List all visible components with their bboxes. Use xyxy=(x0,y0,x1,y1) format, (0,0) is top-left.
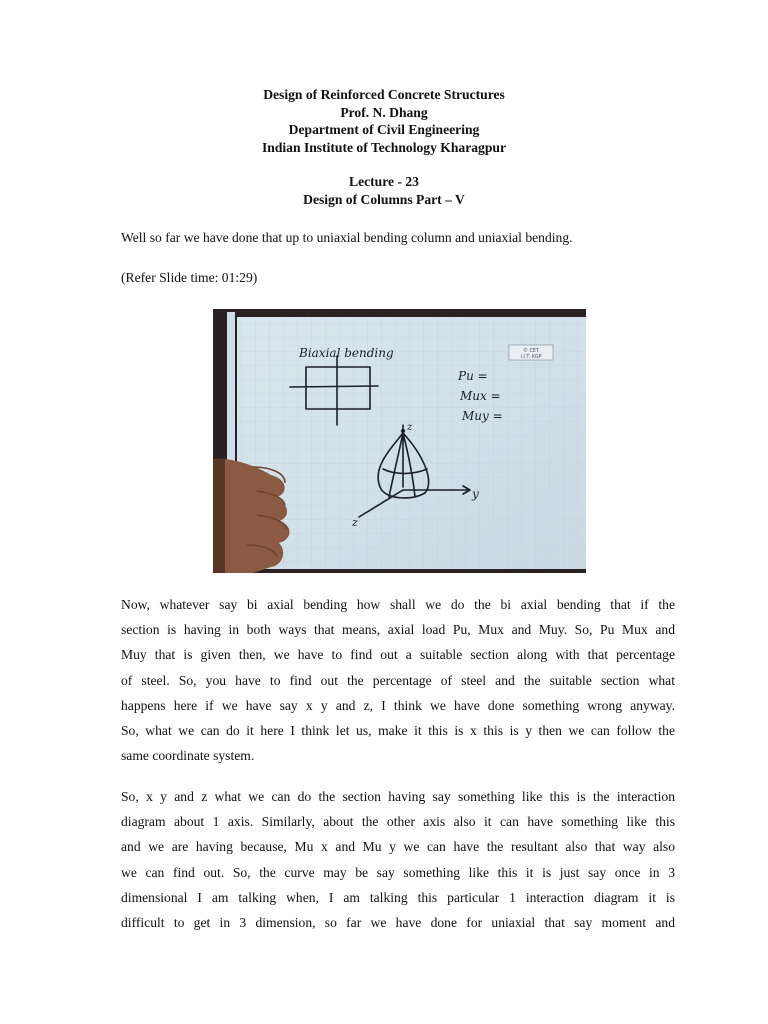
institute-name: Indian Institute of Technology Kharagpur xyxy=(262,139,506,155)
slide-heading: Biaxial bending xyxy=(299,346,394,360)
axis-label-x: z xyxy=(352,516,358,529)
lecture-slide-image xyxy=(213,309,586,573)
label-muy: Muy = xyxy=(462,409,503,423)
paragraph-interaction-diagram xyxy=(121,784,675,935)
text-line: So, x y and z what we can do the section having say something like this is the interaction xyxy=(121,789,675,804)
department-name: Department of Civil Engineering xyxy=(288,122,480,137)
course-title: Design of Reinforced Concrete Structures xyxy=(263,87,505,102)
text-line: diagram about 1 axis. Similarly, about the other axis also it can have something like this xyxy=(121,814,675,830)
slide-drawing xyxy=(213,309,586,573)
slide-reference: (Refer Slide time: 01:29) xyxy=(121,270,258,285)
text-line: Muy that is given then, we have to find out a suitable section along with that percentage xyxy=(121,647,675,663)
text-line: we can find out. So, the curve may be say something like this it is just say once in 3 xyxy=(121,864,675,880)
professor-name: Prof. N. Dhang xyxy=(340,104,428,120)
text-line: difficult to get in 3 dimension, so far we have done for uniaxial that say moment and xyxy=(121,915,675,931)
text-line: same coordinate system. xyxy=(121,748,255,764)
paragraph-biaxial-bending xyxy=(121,592,675,768)
text-line: section is having in both ways that means, axial load Pu, Mux and Muy. So, Pu Mux and xyxy=(121,622,675,638)
text-line: Now, whatever say bi axial bending how shall we do the bi axial bending that if the xyxy=(121,597,675,612)
label-pu: Pu = xyxy=(458,369,488,383)
text-line: So, what we can do it here I think let us, make it this is x this is y then we can follow the xyxy=(121,723,675,739)
lecture-topic: Design of Columns Part – V xyxy=(303,191,465,207)
lecture-header xyxy=(0,86,768,208)
lecture-number: Lecture - 23 xyxy=(349,174,419,189)
logo-line-2: I.I.T. KGP xyxy=(520,355,542,360)
text-line: dimensional I am talking when, I am talking this particular 1 interaction diagram it is xyxy=(121,889,675,905)
axis-label-z: z xyxy=(407,422,413,433)
text-line: and we are having because, Mu x and Mu y we can have the resultant also that way also xyxy=(121,839,675,855)
axis-label-y: y xyxy=(472,487,479,501)
text-line: of steel. So, you have to find out the percentage of steel and the suitable section what xyxy=(121,672,675,688)
text-line: happens here if we have say x y and z, I think we have done something wrong anyway. xyxy=(121,697,675,713)
logo-line-1: © CET xyxy=(523,349,539,354)
intro-text: Well so far we have done that up to uniaxial bending column and uniaxial bending. xyxy=(121,230,573,245)
label-mux: Mux = xyxy=(460,389,501,403)
cet-logo xyxy=(509,345,553,360)
